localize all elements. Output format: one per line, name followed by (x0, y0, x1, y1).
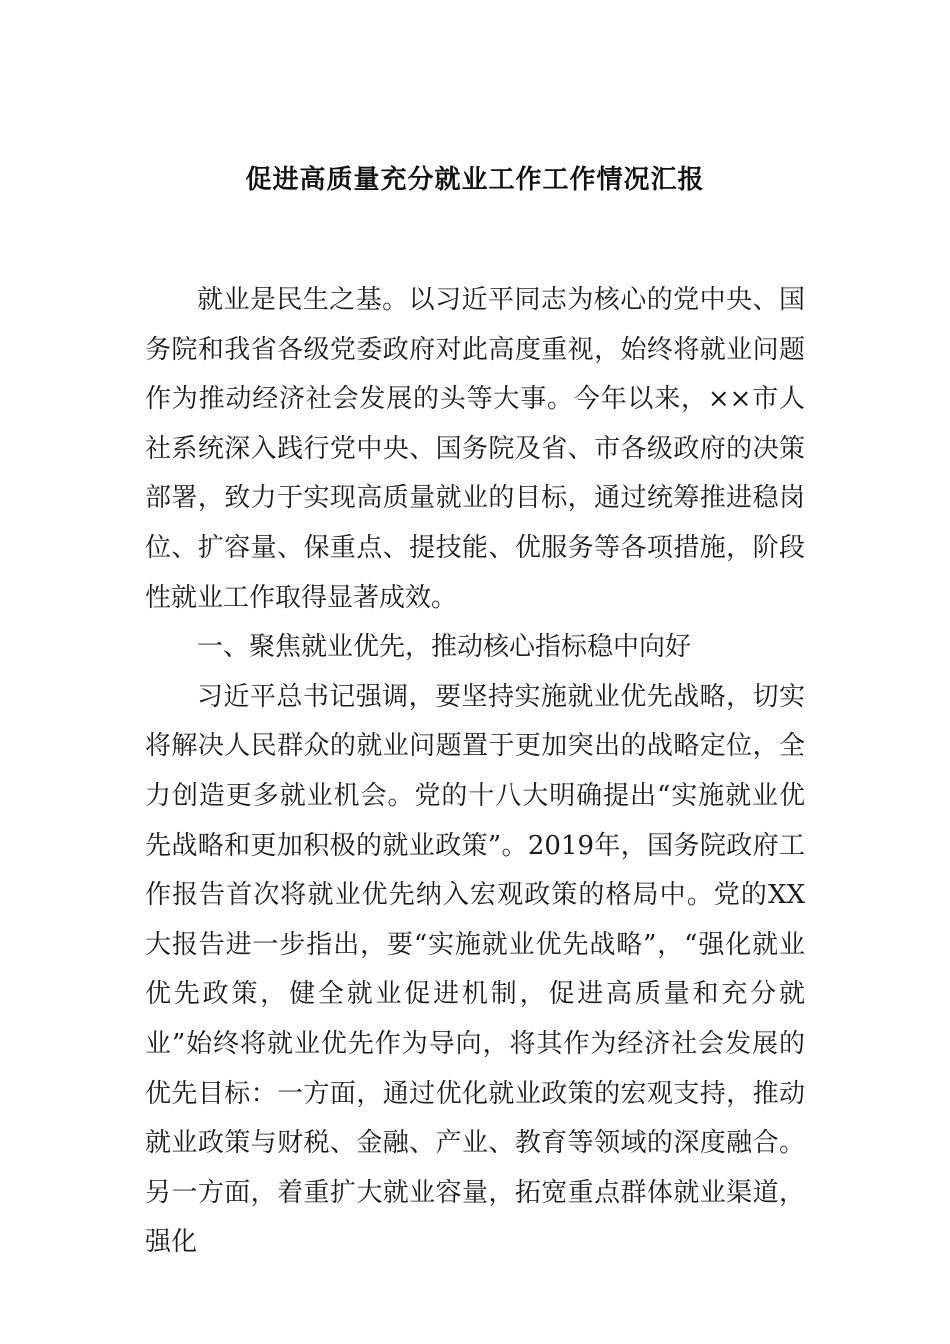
paragraph-section-1: 习近平总书记强调，要坚持实施就业优先战略，切实将解决人民群众的就业问题置于更加突出的战略定位，全力创造更多就业机会。党的十八大明确提出“实施就业优先战略和更加积极的就业政策”。2019年，国务院政府工作报告首次将就业优先纳入宏观政策的格局中。党的XX大报告进一步指出，要“实施就业优先战略”，“强化就业优先政策，健全就业促进机制，促进高质量和充分就业”始终将就业优先作为导向，将其作为经济社会发展的优先目标：一方面，通过优化就业政策的宏观支持，推动就业政策与财税、金融、产业、教育等领域的深度融合。另一方面，着重扩大就业容量，拓宽重点群体就业渠道，强化 (145, 681, 805, 1258)
document-title: 促进高质量充分就业工作工作情况汇报 (245, 165, 705, 195)
section-heading-1: 一、聚焦就业优先，推动核心指标稳中向好 (197, 632, 692, 663)
paragraph-intro: 就业是民生之基。以习近平同志为核心的党中央、国务院和我省各级党委政府对此高度重视，始终将就业问题作为推动经济社会发展的头等大事。今年以来，××市人社系统深入践行党中央、国务院及省、市各级政府的决策部署，致力于实现高质量就业的目标，通过统筹推进稳岗位、扩容量、保重点、提技能、优服务等各项措施，阶段性就业工作取得显著成效。 (145, 285, 805, 613)
document-body (145, 276, 805, 1268)
